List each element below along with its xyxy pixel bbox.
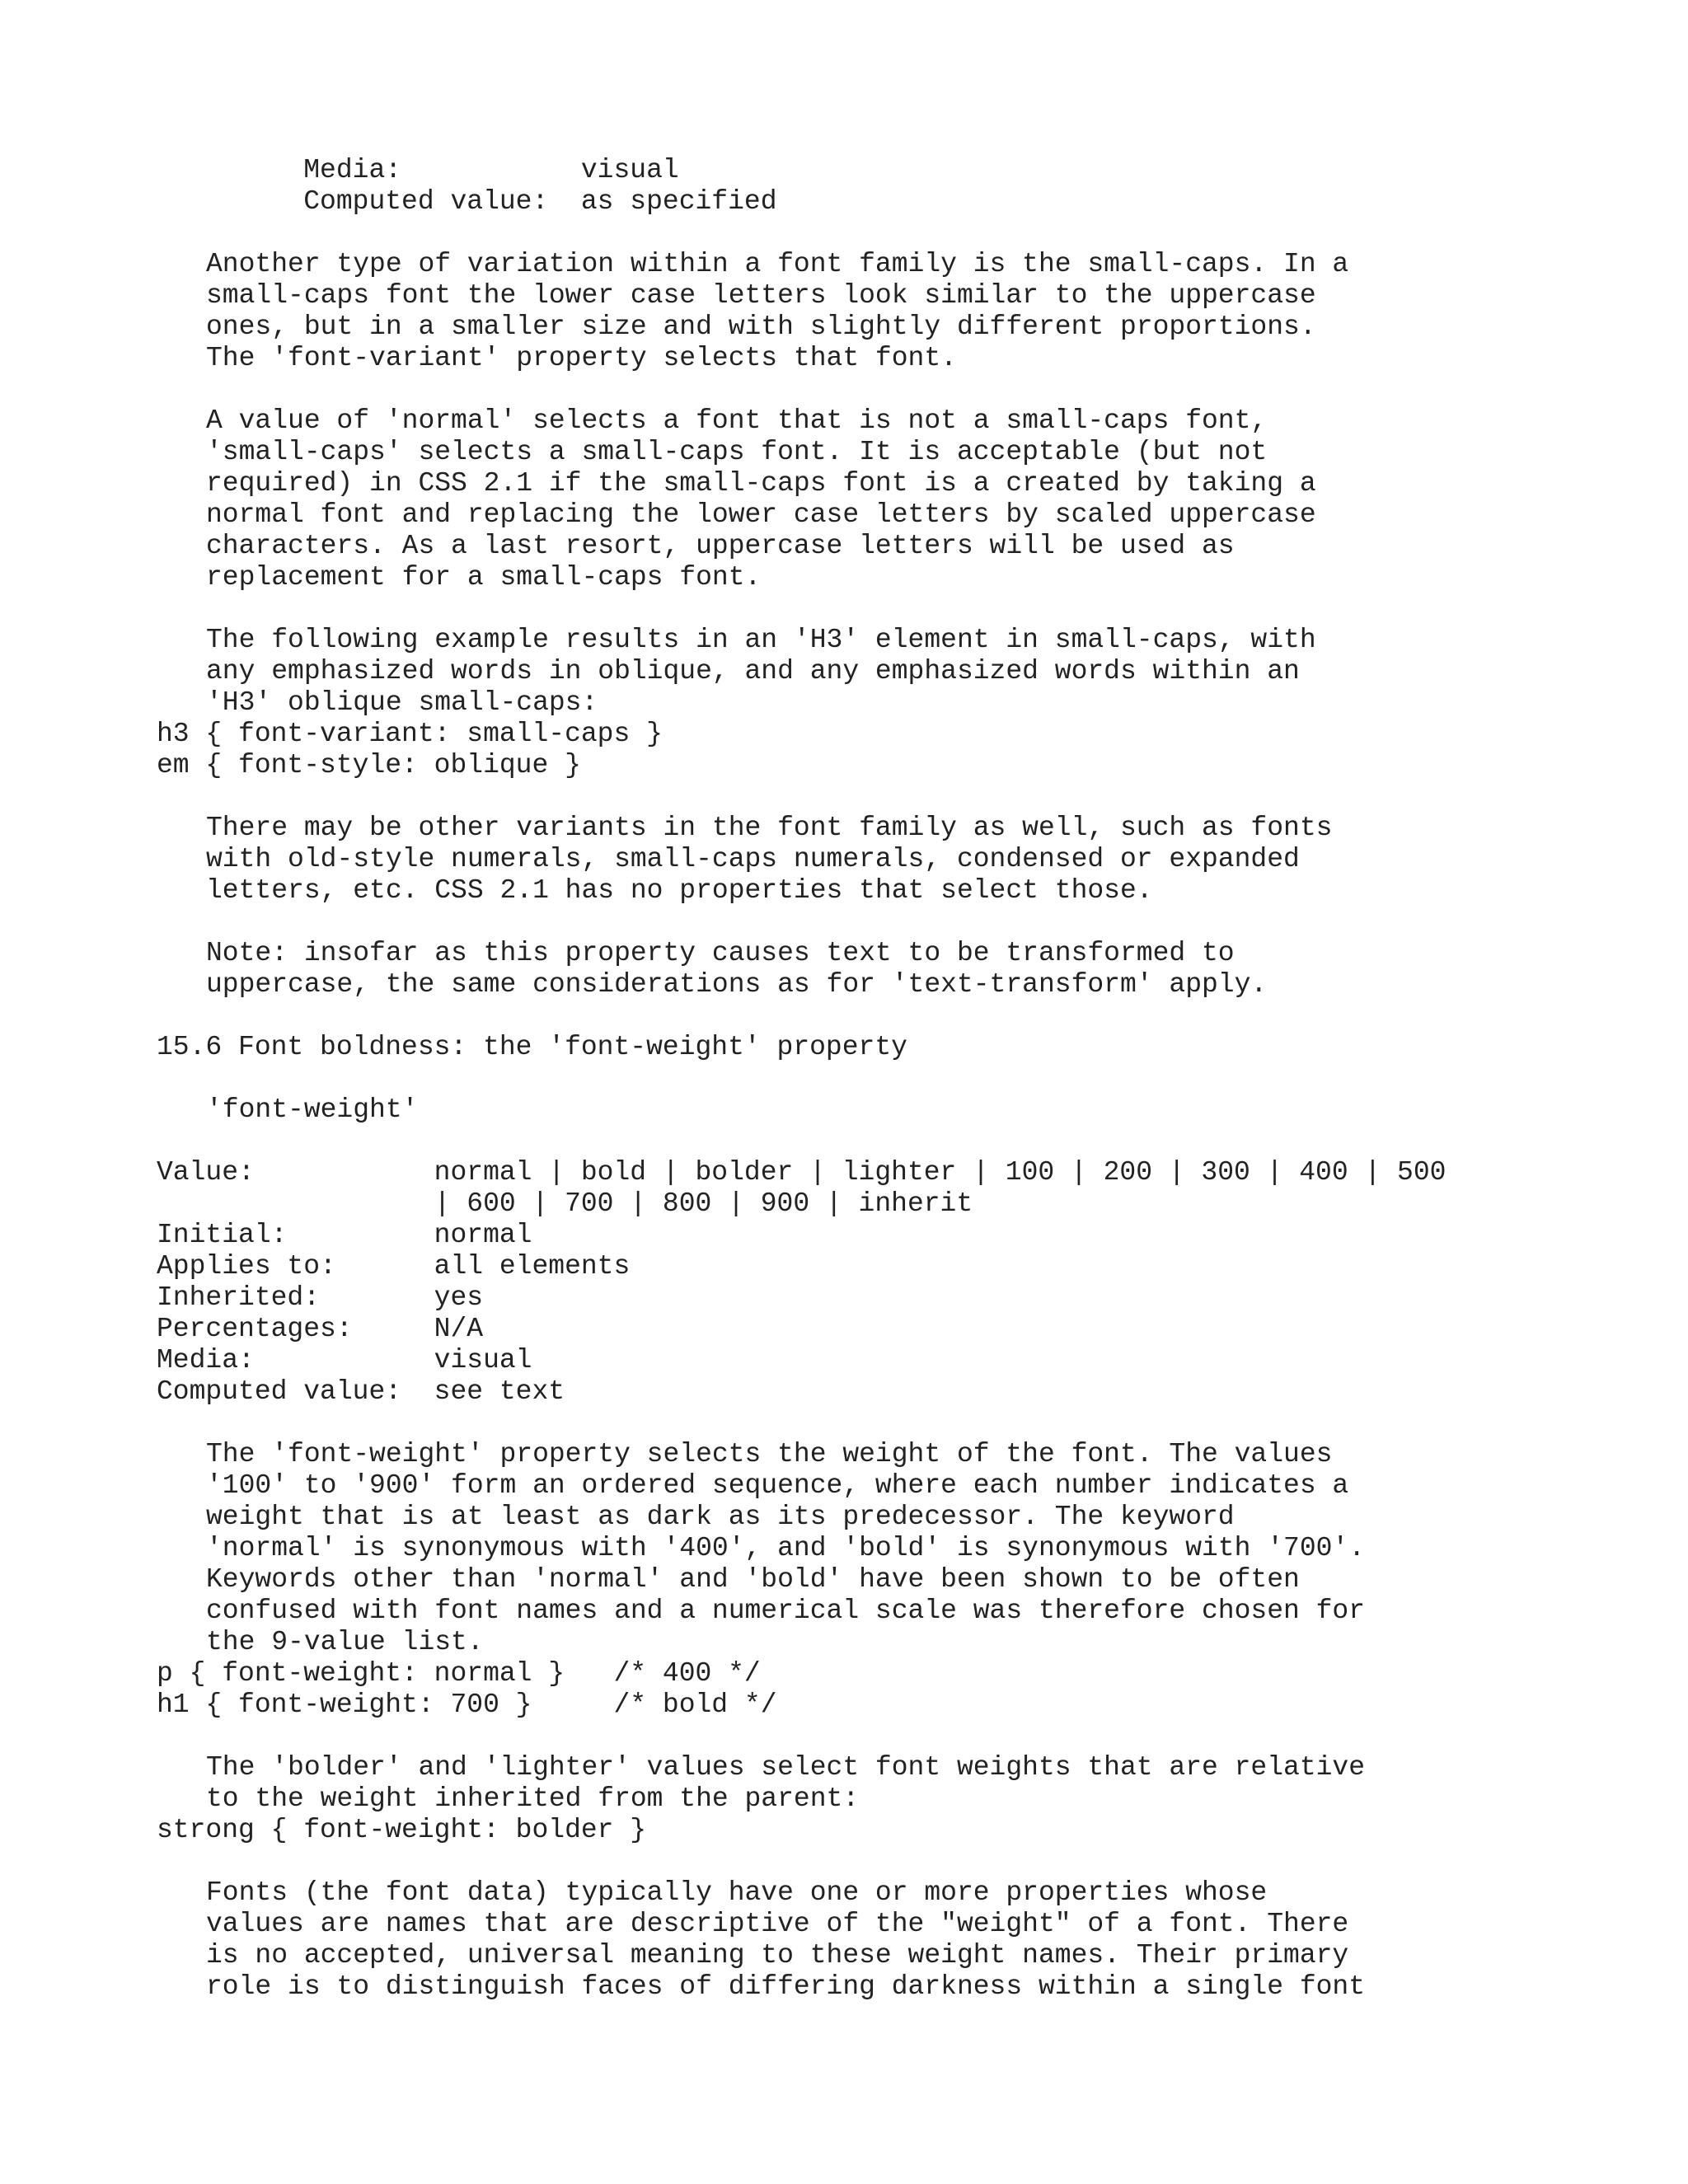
- property-row-applies-to: Applies to: all elements: [157, 1251, 631, 1282]
- section-heading: 15.6 Font boldness: the 'font-weight' property: [157, 1032, 907, 1062]
- paragraph-line: 'H3' oblique small-caps:: [206, 687, 598, 718]
- paragraph-line: values are names that are descriptive of the "weight" of a font. There: [206, 1909, 1349, 1939]
- paragraph-line: 'small-caps' selects a small-caps font. It is acceptable (but not: [206, 437, 1268, 467]
- paragraph-line: replacement for a small-caps font.: [206, 562, 762, 593]
- property-name: 'font-weight': [206, 1094, 419, 1125]
- note-line: Note: insofar as this property causes text to be transformed to: [206, 938, 1235, 968]
- paragraph-line: The 'font-variant' property selects that font.: [206, 343, 957, 373]
- paragraph-line: 'normal' is synonymous with '400', and 'bold' is synonymous with '700'.: [206, 1533, 1366, 1563]
- paragraph-line: any emphasized words in oblique, and any emphasized words within an: [206, 656, 1300, 687]
- paragraph-line: '100' to '900' form an ordered sequence, where each number indicates a: [206, 1470, 1349, 1501]
- paragraph-line: the 9-value list.: [206, 1627, 484, 1657]
- paragraph-line: A value of 'normal' selects a font that is not a small-caps font,: [206, 405, 1268, 436]
- paragraph-line: The 'bolder' and 'lighter' values select font weights that are relative: [206, 1752, 1366, 1783]
- property-row-initial: Initial: normal: [157, 1220, 532, 1250]
- paragraph-line: Keywords other than 'normal' and 'bold' have been shown to be often: [206, 1564, 1300, 1595]
- paragraph-line: The following example results in an 'H3' element in small-caps, with: [206, 625, 1316, 655]
- property-row-media: Media: visual: [157, 155, 679, 185]
- paragraph-line: small-caps font the lower case letters look similar to the uppercase: [206, 280, 1316, 311]
- code-line: h1 { font-weight: 700 } /* bold */: [157, 1690, 777, 1720]
- property-row-percentages: Percentages: N/A: [157, 1314, 484, 1344]
- paragraph-line: required) in CSS 2.1 if the small-caps font is a created by taking a: [206, 468, 1316, 499]
- paragraph-line: weight that is at least as dark as its predecessor. The keyword: [206, 1502, 1235, 1532]
- paragraph-line: Fonts (the font data) typically have one or more properties whose: [206, 1877, 1268, 1908]
- paragraph-line: role is to distinguish faces of differing darkness within a single font: [206, 1971, 1366, 2002]
- property-row-inherited: Inherited: yes: [157, 1282, 484, 1313]
- paragraph-line: The 'font-weight' property selects the weight of the font. The values: [206, 1439, 1333, 1469]
- property-row-computed-value: Computed value: see text: [157, 1376, 565, 1407]
- code-line: em { font-style: oblique }: [157, 750, 581, 780]
- paragraph-line: Another type of variation within a font family is the small-caps. In a: [206, 249, 1349, 279]
- paragraph-line: confused with font names and a numerical scale was therefore chosen for: [206, 1596, 1366, 1626]
- paragraph-line: letters, etc. CSS 2.1 has no properties that select those.: [206, 875, 1153, 906]
- property-row-media: Media: visual: [157, 1345, 532, 1376]
- code-line: strong { font-weight: bolder }: [157, 1815, 647, 1845]
- paragraph-line: normal font and replacing the lower case letters by scaled uppercase: [206, 499, 1316, 530]
- paragraph-line: is no accepted, universal meaning to these weight names. Their primary: [206, 1940, 1349, 1971]
- property-row-value: Value: normal | bold | bolder | lighter | 100 | 200 | 300 | 400 | 500: [157, 1157, 1447, 1188]
- paragraph-line: to the weight inherited from the parent:: [206, 1783, 860, 1814]
- paragraph-line: with old-style numerals, small-caps numerals, condensed or expanded: [206, 844, 1300, 874]
- property-row-computed-value: Computed value: as specified: [157, 186, 777, 217]
- paragraph-line: There may be other variants in the font family as well, such as fonts: [206, 813, 1333, 843]
- code-line: h3 { font-variant: small-caps }: [157, 719, 663, 749]
- code-line: p { font-weight: normal } /* 400 */: [157, 1658, 761, 1689]
- property-row-value-cont: | 600 | 700 | 800 | 900 | inherit: [157, 1188, 973, 1219]
- note-line: uppercase, the same considerations as for 'text-transform' apply.: [206, 969, 1268, 1000]
- paragraph-line: characters. As a last resort, uppercase letters will be used as: [206, 531, 1235, 561]
- paragraph-line: ones, but in a smaller size and with slightly different proportions.: [206, 312, 1316, 342]
